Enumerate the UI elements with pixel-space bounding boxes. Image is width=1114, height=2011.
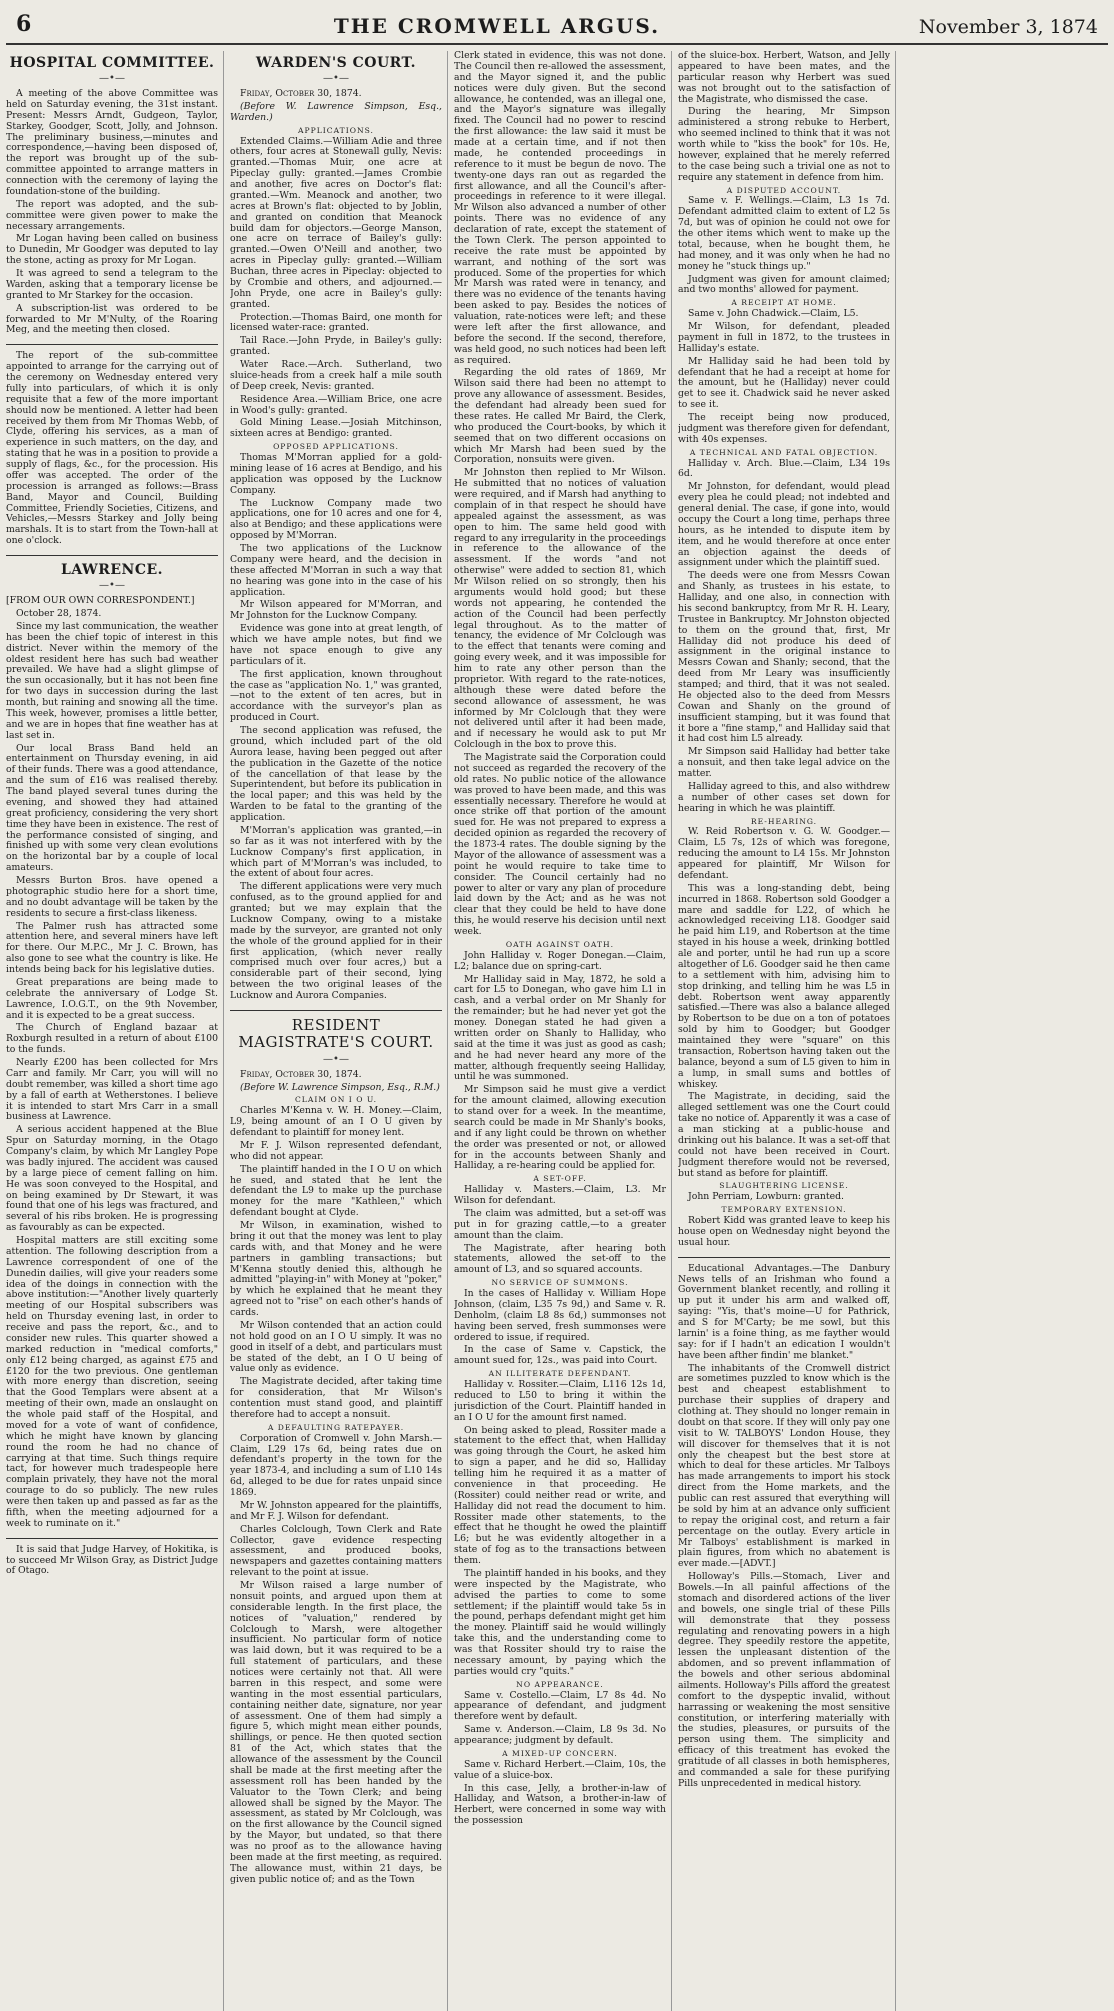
column-1 xyxy=(6,51,224,2011)
article-paragraph: Residence Area.—William Brice, one acre in Wood's gully: granted. xyxy=(230,393,442,416)
article-paragraph: Charles Colclough, Town Clerk and Rate Collector, gave evidence respecting assessment, and produced books, newspapers and gazettes containing matters relevant to the point at issue. xyxy=(230,1523,442,1579)
court-date: Friday, October 30, 1874. xyxy=(240,88,362,100)
article-paragraph: The Magistrate, in deciding, said the alleged settlement was one the Court could take no notice of. Apparently it was a case of a man sticking at a public-house and drinking out his balance. It was a set-off that could not have been received in Court. Judgment therefore would not be reversed, but stand as before for plaintiff. xyxy=(678,1091,890,1179)
subheading: SLAUGHTERING LICENSE. xyxy=(719,1181,849,1191)
article-paragraph: M'Morran's application was granted,—in so far as it was not interfered with by the Lucknow Company's first application, in which part of M'Morran's was included, to the extent of about four acres. xyxy=(230,824,442,880)
ornament: —•— xyxy=(323,1054,349,1066)
article-paragraph: The deeds were one from Messrs Cowan and Shanly, as trustees in his estate, to Halliday, and one also, in connection with his second bankruptcy, from Mr R. H. Leary, Trustee in Bankruptcy. Mr Johnston objected to them on the ground that, first, Mr Halliday did not produce his deed of assignment in the original instance to Messrs Cowan and Shanly; second, that the deed from Mr Leary was insufficiently stamped; and third, that it was not sealed. He objected also to the deed from Messrs Cowan and Shanly on the ground of insufficient stamping, but it was found that it bore a "fine stamp," and Halliday said that it had cost him L5 already. xyxy=(678,570,890,745)
columns xyxy=(6,45,1108,2011)
article-paragraph: The plaintiff handed in the I O U on which he sued, and stated that he lent the defendant the L9 to make up the purchase money for the mare "Kathleen," which defendant bought at Clyde. xyxy=(230,1163,442,1219)
article-paragraph: Water Race.—Arch. Sutherland, two sluice-heads from a creek half a mile south of Deep creek, Nevis: granted. xyxy=(230,359,442,392)
lawrence-heading: LAWRENCE. xyxy=(60,562,164,579)
subheading: OATH AGAINST OATH. xyxy=(505,939,615,949)
court-presiding: (Before W. Lawrence Simpson, Esq., Warden.) xyxy=(230,100,442,123)
subheading: RE-HEARING. xyxy=(750,816,818,826)
article-paragraph: Mr Wilson raised a large number of nonsuit points, and argued upon them at considerable length. In the first place, the notices of "valuation," rendered by Colclough to Marsh, were altogether insufficient. No particular form of notice was laid down, but it was required to be a full statement of particulars, and these notices were certainly not that. All were barren in this respect, and some were wanting in the most essential particulars, containing neither date, signature, nor year of assessment. One of them had simply a figure 5, which might mean either pounds, shillings, or pence. He then quoted section 81 of the Act, which states that the allowance of the assessment by the Council shall be made at the first meeting after the assessment roll has been handed by the Valuator to the Town Clerk; and being allowed shall be signed by the Mayor. The assessment, as stated by Mr Colclough, was on the first allowance by the Council signed by the Mayor, but undated, so that there was no proof as to the allowance having been made at the first meeting, as required. The allowance must, within 21 days, be given public notice of; and as the Town xyxy=(230,1580,442,1885)
article-paragraph: Halliday v. Arch. Blue.—Claim, L34 19s 6d. xyxy=(678,457,890,480)
article-paragraph: Mr Johnston, for defendant, would plead every plea he could plead; not indebted and general denial. The case, if gone into, would occupy the Court a long time, perhaps three hours, as he intended to dispute item by item, and he would therefore at once enter an objection against the deeds of assignment under which the plaintiff sued. xyxy=(678,481,890,569)
article-paragraph: Hospital matters are still exciting some attention. The following description from a Lawrence correspondent of one of the Dunedin dailies, will give your readers some idea of the doings in connection with the above institution:—"Another lively quarterly meeting of our Hospital subscribers was held on Thursday evening last, in order to receive and pass the report, &c., and to consider new rules. This quarter showed a marked reduction in "medical comforts," only £12 being charged, as against £75 and £120 for the two previous. One gentleman with more energy than discretion, seeing that the Good Templars were absent at a meeting of their own, made an onslaught on the whole paid staff of the Hospital, and moved for a vote of want of confidence, which he might have known by glancing round the room he had no chance of carrying at that time. Such things require tact, for however much tradespeople here complain privately, they have not the moral courage to do so publicly. The new rules were then taken up and passed as far as the fifth, when the meeting adjourned for a week to ruminate on it." xyxy=(6,1235,218,1529)
issue-date: November 3, 1874 xyxy=(918,15,1098,38)
column-4 xyxy=(678,51,896,2011)
article-paragraph: The Lucknow Company made two applications, one for 10 acres and one for 4, also at Bendigo; and these applications were opposed by M'Morran. xyxy=(230,497,442,542)
article-paragraph: It was agreed to send a telegram to the Warden, asking that a temporary license be granted to Mr Starkey for the occasion. xyxy=(6,268,218,301)
column-2 xyxy=(230,51,448,2011)
article-paragraph: Judgment was given for amount claimed; and two months' allowed for payment. xyxy=(678,273,890,296)
article-paragraph: Same v. F. Wellings.—Claim, L3 1s 7d. Defendant admitted claim to extent of L2 5s 7d, but was of opinion he could not owe for the other items which went to make up the total, because, when he bought them, he had money, and it was only when he had no money he "stuck things up." xyxy=(678,195,890,272)
article-paragraph: Mr Wilson, for defendant, pleaded payment in full in 1872, to the trustees in Halliday's estate. xyxy=(678,321,890,354)
article-paragraph: Mr Halliday said in May, 1872, he sold a cart for L5 to Donegan, who gave him L1 in cash, and a verbal order on Mr Shanly for the remainder; but he had never yet got the money. Donegan stated he had given a written order on Shanly to Halliday, who said at the time it was just as good as cash; and he had never heard any more of the matter, although frequently seeing Halliday, until he was summoned. xyxy=(454,973,666,1083)
article-paragraph: Mr W. Johnston appeared for the plaintiffs, and Mr F. J. Wilson for defendant. xyxy=(230,1499,442,1522)
article-paragraph: This was a long-standing debt, being incurred in 1868. Robertson sold Goodger a mare and saddle for L22, of which he acknowledged receiving L18. Goodger said he paid him L19, and Robertson at the time stayed in his house a week, drinking bottled ale and porter, until he had run up a score altogether of L6. Goodger said he then came to a settlement with him, advising him to stop drinking, and telling him he was L5 in debt. Robertson went away apparently satisfied.—There was also a balance alleged by Robertson to be due on a ton of potatoes sold by him to Goodger; but Goodger maintained they were "square" on this transaction, Robertson having taken out the balance, beyond a sum of L5 given to him in a lump, in small sums and bottles of whiskey. xyxy=(678,882,890,1090)
article-paragraph: Charles M'Kenna v. W. H. Money.—Claim, L9, being amount of an I O U given by defendant to plaintiff for money lent. xyxy=(230,1105,442,1139)
article-paragraph: Same v. Richard Herbert.—Claim, 10s, the value of a sluice-box. xyxy=(454,1758,666,1781)
article-paragraph: The two applications of the Lucknow Company were heard, and the decision in these affected M'Morran in such a way that no hearing was gone into in the case of his application. xyxy=(230,543,442,598)
ornament: —•— xyxy=(99,73,125,85)
article-paragraph: Mr Wilson, in examination, wished to bring it out that the money was lent to play cards with, and that Money and he were partners in gambling transactions; but M'Kenna stoutly denied this, although he admitted "playing-in" with Money at "poker," by which he explained that he meant they agreed not to "rise" on each other's hands of cards. xyxy=(230,1220,442,1319)
article-paragraph: Tail Race.—John Pryde, in Bailey's gully: granted. xyxy=(230,335,442,358)
byline: [FROM OUR OWN CORRESPONDENT.] xyxy=(6,595,195,607)
article-paragraph: Holloway's Pills.—Stomach, Liver and Bowels.—In all painful affections of the stomach and disordered actions of the liver and bowels, one single trial of these Pills will demonstrate that they possess regulating and renovating powers in a high degree. They speedily restore the appetite, lessen the unpleasant distention of the abdomen, and so prevent inflammation of the bowels and other serious abdominal ailments. Holloway's Pills afford the greatest comfort to the dyspeptic invalid, without harrassing or weakening the most sensitive constitution, or interfering materially with the studies, pleasures, or pursuits of the person using them. The simplicity and efficacy of this treatment has evoked the gratitude of all classes in both hemispheres, and commanded a sale for these purifying Pills unprecedented in medical history. xyxy=(678,1571,890,1789)
article-paragraph: The report of the sub-committee appointed to arrange for the carrying out of the ceremony on Wednesday entered very fully into particulars, of which it is only requisite that a few of the more important should now be mentioned. A letter had been received by them from Mr Thomas Webb, of Clyde, offering his services, as a man of experience in such matters, on the day, and stating that he was in a position to provide a supply of flags, &c., for the procession. His offer was accepted. The order of the procession is arranged as follows:—Brass Band, Mayor and Council, Building Committee, Friendly Societies, Citizens, and Vehicles,—Messrs Starkey and Jolly being marshals. It is to start from the Town-hall at one o'clock. xyxy=(6,350,218,547)
article-paragraph: W. Reid Robertson v. G. W. Goodger.—Claim, L5 7s, 12s of which was foregone, reducing the amount to L4 15s. Mr Johnston appeared for plaintiff, Mr Wilson for defendant. xyxy=(678,826,890,881)
subheading: TEMPORARY EXTENSION. xyxy=(721,1205,847,1215)
subheading: NO APPEARANCE. xyxy=(516,1679,604,1689)
article-paragraph: A meeting of the above Committee was held on Saturday evening, the 31st instant. Present: Messrs Arndt, Gudgeon, Taylor, Starkey, Goodger, Scott, Jolly, and Johnson. The preliminary business,—minutes and correspondence,—having been disposed of, the report was brought up of the sub-committee appointed to arrange matters in connection with the ceremony of laying the foundation-stone of the building. xyxy=(6,88,218,197)
court-date: Friday, October 30, 1874. xyxy=(240,1068,362,1080)
article-paragraph: Mr F. J. Wilson represented defendant, who did not appear. xyxy=(230,1139,442,1162)
article-paragraph: Gold Mining Lease.—Josiah Mitchinson, sixteen acres at Bendigo: granted. xyxy=(230,417,442,440)
article-paragraph: The claim was admitted, but a set-off was put in for grazing cattle,—to a greater amount than the claim. xyxy=(454,1207,666,1241)
subheading: NO SERVICE OF SUMMONS. xyxy=(491,1278,629,1288)
article-paragraph: Since my last communication, the weather has been the chief topic of interest in this district. Never within the memory of the oldest resident here has such bad weather prevailed. We have had a slight glimpse of the sun occasionally, but it has not been fine for two days in succession during the last month, but raining and snowing all the time. This week, however, promises a little better, and we are in hopes that fine weather has at last set in. xyxy=(6,620,218,741)
article-paragraph: John Perriam, Lowburn: granted. xyxy=(688,1191,844,1203)
ornament: —•— xyxy=(323,73,349,85)
article-paragraph: Corporation of Cromwell v. John Marsh.—Claim, L29 17s 6d, being rates due on defendant's property in the town for the year 1873-4, and including a sum of L10 14s 6d, alleged to be due for rates unpaid since 1869. xyxy=(230,1432,442,1499)
article-paragraph: The Magistrate decided, after taking time for consideration, that Mr Wilson's contention must stand good, and plaintiff therefore had to accept a nonsuit. xyxy=(230,1376,442,1420)
divider xyxy=(6,1538,218,1539)
column-5 xyxy=(902,51,1108,2011)
subheading: CLAIM ON I O U. xyxy=(295,1095,377,1105)
article-paragraph: Nearly £200 has been collected for Mrs Carr and family. Mr Carr, you will will no doubt remember, was killed a short time ago by a fall of earth at Wetherstones. I believe it is intended to start Mrs Carr in a small business at Lawrence. xyxy=(6,1057,218,1123)
ornament: —•— xyxy=(99,580,125,592)
article-paragraph: In the cases of Halliday v. William Hope Johnson, (claim, L35 7s 9d,) and Same v. R. Denholm, (claim L8 8s 6d,) summonses not having been served, fresh summonses were ordered to issue, if required. xyxy=(454,1288,666,1343)
article-paragraph: A subscription-list was ordered to be forwarded to Mr M'Nulty, of the Roaring Meg, and the meeting then closed. xyxy=(6,302,218,336)
court-presiding: (Before W. Lawrence Simpson, Esq., R.M.) xyxy=(240,1081,440,1093)
article-paragraph: Messrs Burton Bros. have opened a photographic studio here for a short time, and no doubt advantage will be taken by the residents to secure a first-class likeness. xyxy=(6,875,218,919)
article-paragraph: Same v. Anderson.—Claim, L8 9s 3d. No appearance; judgment by default. xyxy=(454,1724,666,1746)
divider xyxy=(678,1257,890,1258)
subheading: AN ILLITERATE DEFENDANT. xyxy=(488,1369,632,1379)
dateline: October 28, 1874. xyxy=(16,608,102,619)
article-paragraph: The receipt being now produced, judgment was therefore given for defendant, with 40s expenses. xyxy=(678,412,890,445)
article-paragraph: On being asked to plead, Rossiter made a statement to the effect that, when Halliday was going through the Court, he asked him to sign a paper, and he did so, Halliday telling him he required it as a matter of convenience in that proceeding. He (Rossiter) could neither read or write, and Halliday did not read the document to him. Rossiter made other statements, to the effect that he thought he owed the plaintiff L6; but he was evidently altogether in a state of fog as to the transactions between them. xyxy=(454,1424,666,1566)
masthead xyxy=(6,0,1108,45)
subheading: A TECHNICAL AND FATAL OBJECTION. xyxy=(689,447,879,457)
article-paragraph: The inhabitants of the Cromwell district are sometimes puzzled to know which is the best and cheapest establishment to purchase their supplies of drapery and clothing at. They should no longer remain in doubt on that score. If they will only pay one visit to W. TALBOYS' London House, they will discover for themselves that it is not only the cheapest but the best store at which to deal for these articles. Mr Talboys has made arrangements to import his stock direct from the Home markets, and the public can rest assured that everything will be sold by him at an advance only sufficient to repay the original cost, and return a fair percentage on the outlay. Every article in Mr Talboys' establishment is marked in plain figures, from which no abatement is ever made.—[ADVT.] xyxy=(678,1362,890,1570)
hospital-committee-heading: HOSPITAL COMMITTEE. xyxy=(9,55,215,71)
article-paragraph: Halliday v. Masters.—Claim, L3. Mr Wilson for defendant. xyxy=(454,1184,666,1206)
subheading: A DISPUTED ACCOUNT. xyxy=(726,185,842,195)
article-paragraph: Mr Wilson appeared for M'Morran, and Mr Johnston for the Lucknow Company. xyxy=(230,599,442,622)
article-paragraph: The plaintiff handed in his books, and they were inspected by the Magistrate, who advised the parties to come to some settlement; if the plaintiff would take 5s in the pound, perhaps defendant might get him the money. Plaintiff said he would willingly take this, and the understanding come to was that Rossiter should try to raise the necessary amount, by paying which the parties would cry "quits." xyxy=(454,1567,666,1677)
subheading: A MIXED-UP CONCERN. xyxy=(502,1748,618,1758)
article-paragraph: Same v. Costello.—Claim, L7 8s 4d. No appearance of defendant, and judgment therefore went by default. xyxy=(454,1689,666,1723)
article-paragraph: The Magistrate said the Corporation could not succeed as regarded the recovery of the old rates. No public notice of the allowance was proved to have been made, and this was essentially necessary. Therefore he would at once strike off that portion of the amount sued for. He was not prepared to express a decided opinion as regarded the recovery of the 1873-4 rates. The double signing by the Mayor of the allowance of assessment was a point he would require to take time to consider. The Council certainly had no power to alter or vary any plan of procedure laid down by the Act; and as he was not clear that they could be held to have done this, he would reserve his decision until next week. xyxy=(454,752,666,937)
article-paragraph: Great preparations are being made to celebrate the anniversary of Lodge St. Lawrence, I.O.G.T., on the 9th November, and it is expected to be a great success. xyxy=(6,976,218,1021)
divider xyxy=(6,344,218,345)
article-paragraph: of the sluice-box. Herbert, Watson, and Jelly appeared to have been mates, and the particular reason why Herbert was sued was not brought out to the satisfaction of the Magistrate, who dismissed the case. xyxy=(678,51,890,105)
article-paragraph: The second application was refused, the ground, which included part of the old Aurora lease, having been pegged out after the publication in the Gazette of the notice of the cancellation of that lease by the Superintendent, but before its publication in the local paper; and this was held by the Warden to be fatal to the granting of the application. xyxy=(230,725,442,824)
article-paragraph: The different applications were very much confused, as to the ground applied for and granted; but we may explain that the Lucknow Company, owing to a mistake made by the surveyor, are granted not only the whole of the ground applied for in their first application, (which never really comprised much over four acres,) but a considerable part of their second, lying between the two original leases of the Lucknow and Aurora Companies. xyxy=(230,881,442,1002)
article-paragraph: Regarding the old rates of 1869, Mr Wilson said there had been no attempt to prove any allowance of assessment. Besides, the defendant had already been sued for these rates. He called Mr Baird, the Clerk, who produced the Court-books, by which it seemed that on two different occasions on which Mr Marsh had been sued by the Corporation, nonsuits were given. xyxy=(454,367,666,466)
article-paragraph: Protection.—Thomas Baird, one month for licensed water-race: granted. xyxy=(230,311,442,334)
article-paragraph: Evidence was gone into at great length, of which we have ample notes, but find we have not space enough to give any particulars of it. xyxy=(230,623,442,667)
article-paragraph: During the hearing, Mr Simpson administered a strong rebuke to Herbert, who seemed inclined to think that it was not worth while to "kiss the book" for 10s. He, however, explained that he merely referred to the case being such a trivial one as not to require any statement in defence from him. xyxy=(678,106,890,183)
article-paragraph: Clerk stated in evidence, this was not done. The Council then re-allowed the assessment, and the Mayor signed it, and the public notices were duly given. But the second allowance, he contended, was an illegal one, and the Mayor's signature was illegally fixed. The Council had no power to rescind the first allowance: the law said it must be made at a certain time, and if not then made, he contended proceedings in reference to it must be begun de novo. The twenty-one days ran out as regarded the first allowance, and all the Council's after-proceedings in reference to it were illegal. Mr Wilson also advanced a number of other points. There was no evidence of any declaration of rate, except the statement of the Town Clerk. The person appointed to receive the rate must be appointed by warrant, and nothing of the sort was produced. Some of the properties for which Mr Marsh was rated were in tenancy, and there was no evidence of the tenants having been asked to pay. Besides the notices of valuation, rate-notices were left; and these were left after the first allowance, and before the second. If the second, therefore, was held good, no such notices had been left as required. xyxy=(454,51,666,366)
divider xyxy=(230,1010,442,1011)
article-paragraph: Educational Advantages.—The Danbury News tells of an Irishman who found a Government blanket recently, and rolling it up put it under his arm and walked off, saying: "Yis, that's moine—U for Pathrick, and S for M'Carty; be me sowl, but this larnin' is a foine thing, as me fayther would say: for if I hadn't an edication I wouldn't have been afther findin' me blanket." xyxy=(678,1262,890,1361)
wardens-court-heading: WARDEN'S COURT. xyxy=(255,55,417,71)
article-paragraph: The Magistrate, after hearing both statements, allowed the set-off to the amount of L3, and so squared accounts. xyxy=(454,1242,666,1276)
article-paragraph: Extended Claims.—William Adie and three others, four acres at Stonewall gully, Nevis: granted.—Thomas Muir, one acre at Pipeclay gully: granted.—James Crombie and another, five acres on Doctor's flat: granted.—Wm. Meanock and another, two acres at Brown's flat: objected to by Joblin, and granted on condition that Meanock build dam for objectors.—George Manson, one acre on terrace of Bailey's gully: granted.—Owen O'Neill and another, two acres in Pipeclay gully: granted.—William Buchan, three acres in Pipeclay: objected to by Crombie and others, and adjourned.—John Pryde, one acre in Bailey's gully: granted. xyxy=(230,135,442,310)
column-3 xyxy=(454,51,672,2011)
subheading: A RECEIPT AT HOME. xyxy=(731,298,837,308)
article-paragraph: Halliday agreed to this, and also withdrew a number of other cases set down for hearing in which he was plaintiff. xyxy=(678,780,890,814)
article-paragraph: Mr Halliday said he had been told by defendant that he had a receipt at home for the amount, but he (Halliday) never could get to see it. Chadwick said he never asked to see it. xyxy=(678,355,890,411)
divider xyxy=(6,555,218,556)
article-paragraph: Mr Wilson contended that an action could not hold good on an I O U simply. It was no good in itself of a debt, and particulars must be stated of the debt, an I O U being of value only as evidence. xyxy=(230,1319,442,1375)
article-paragraph: Mr Simpson said Halliday had better take a nonsuit, and then take legal advice on the matter. xyxy=(678,746,890,779)
article-paragraph: In the case of Same v. Capstick, the amount sued for, 12s., was paid into Court. xyxy=(454,1344,666,1367)
article-paragraph: In this case, Jelly, a brother-in-law of Halliday, and Watson, a brother-in-law of Herbert, were concerned in some way with the possession xyxy=(454,1782,666,1827)
article-paragraph: John Halliday v. Roger Donegan.—Claim, L2; balance due on spring-cart. xyxy=(454,949,666,972)
subheading: OPPOSED APPLICATIONS. xyxy=(273,442,399,452)
article-paragraph: The Palmer rush has attracted some attention here, and several miners have left for there. Our M.P.C., Mr J. C. Brown, has also gone to see what the country is like. He intends being back for his legislative duties. xyxy=(6,920,218,975)
page-number: 6 xyxy=(16,11,32,38)
article-paragraph: The report was adopted, and the sub-committee were given power to make the necessary arrangements. xyxy=(6,198,218,232)
subheading: A SET-OFF. xyxy=(533,1174,587,1184)
paper-title: THE CROMWELL ARGUS. xyxy=(333,13,661,38)
article-paragraph: The first application, known throughout the case as "application No. 1," was granted,—not to the extent of ten acres, but in accordance with the surveyor's plan as produced in Court. xyxy=(230,668,442,724)
article-paragraph: Robert Kidd was granted leave to keep his house open on Wednesday night beyond the usual hour. xyxy=(678,1215,890,1248)
article-paragraph: Our local Brass Band held an entertainment on Thursday evening, in aid of their funds. There was a good attendance, and the sum of £16 was realised thereby. The band played several tunes during the evening, and showed they had attained great proficiency, considering the very short time they have been in existence. The rest of the performance consisted of singing, and finished up with some very clean evolutions on the horizontal bar by a couple of local amateurs. xyxy=(6,742,218,874)
article-paragraph: Same v. John Chadwick.—Claim, L5. xyxy=(688,308,859,320)
article-paragraph: The Church of England bazaar at Roxburgh resulted in a return of about £100 to the funds. xyxy=(6,1022,218,1056)
article-paragraph: Mr Simpson said he must give a verdict for the amount claimed, allowing execution to stand over for a week. In the meantime, search could be made in Mr Shanly's books, and if any light could be thrown on whether the order was presented or not, or allowed for in the accounts between Shanly and Halliday, a re-hearing could be applied for. xyxy=(454,1084,666,1172)
subheading: APPLICATIONS. xyxy=(298,125,374,135)
article-paragraph: It is said that Judge Harvey, of Hokitika, is to succeed Mr Wilson Gray, as District Judge of Otago. xyxy=(6,1543,218,1577)
article-paragraph: Halliday v. Rossiter.—Claim, L116 12s 1d, reduced to L50 to bring it within the jurisdiction of the Court. Plaintiff handed in an I O U for the amount first named. xyxy=(454,1379,666,1423)
article-paragraph: Mr Johnston then replied to Mr Wilson. He submitted that no notices of valuation were required, and if Marsh had anything to complain of in that respect he should have appealed against the assessment, as was open to him. The same held good with regard to any irregularity in the proceedings in reference to the allowance of the assessment. If the words "and not otherwise" were added to section 81, which Mr Wilson relied on so strongly, then his arguments would hold good; but these words not appearing, he contended the action of the Council had been perfectly legal throughout. As to the matter of tenancy, the evidence of Mr Colclough was to the effect that tenants were coming and going every week, and it was impossible for him to rate any other person than the proprietor. With regard to the rate-notices, although these were dated before the second allowance of assessment, he was informed by Mr Colclough that they were not delivered until after it had been made, and if necessary he would ask to put Mr Colclough in the box to prove this. xyxy=(454,467,666,751)
article-paragraph: Mr Logan having been called on business to Dunedin, Mr Goodger was deputed to lay the stone, acting as proxy for Mr Logan. xyxy=(6,233,218,267)
article-paragraph: A serious accident happened at the Blue Spur on Saturday morning, in the Otago Company's claim, by which Mr Langley Pope was badly injured. The accident was caused by a large piece of cement falling on him. He was soon conveyed to the Hospital, and on being examined by Dr Stewart, it was found that one of his legs was fractured, and several of his ribs broken. He is progressing as favourably as can be expected. xyxy=(6,1124,218,1234)
resident-magistrates-court-heading: RESIDENT MAGISTRATE'S COURT. xyxy=(238,1015,434,1052)
subheading: A DEFAULTING RATEPAYER. xyxy=(267,1422,405,1432)
article-paragraph: Thomas M'Morran applied for a gold-mining lease of 16 acres at Bendigo, and his application was opposed by the Lucknow Company. xyxy=(230,452,442,496)
